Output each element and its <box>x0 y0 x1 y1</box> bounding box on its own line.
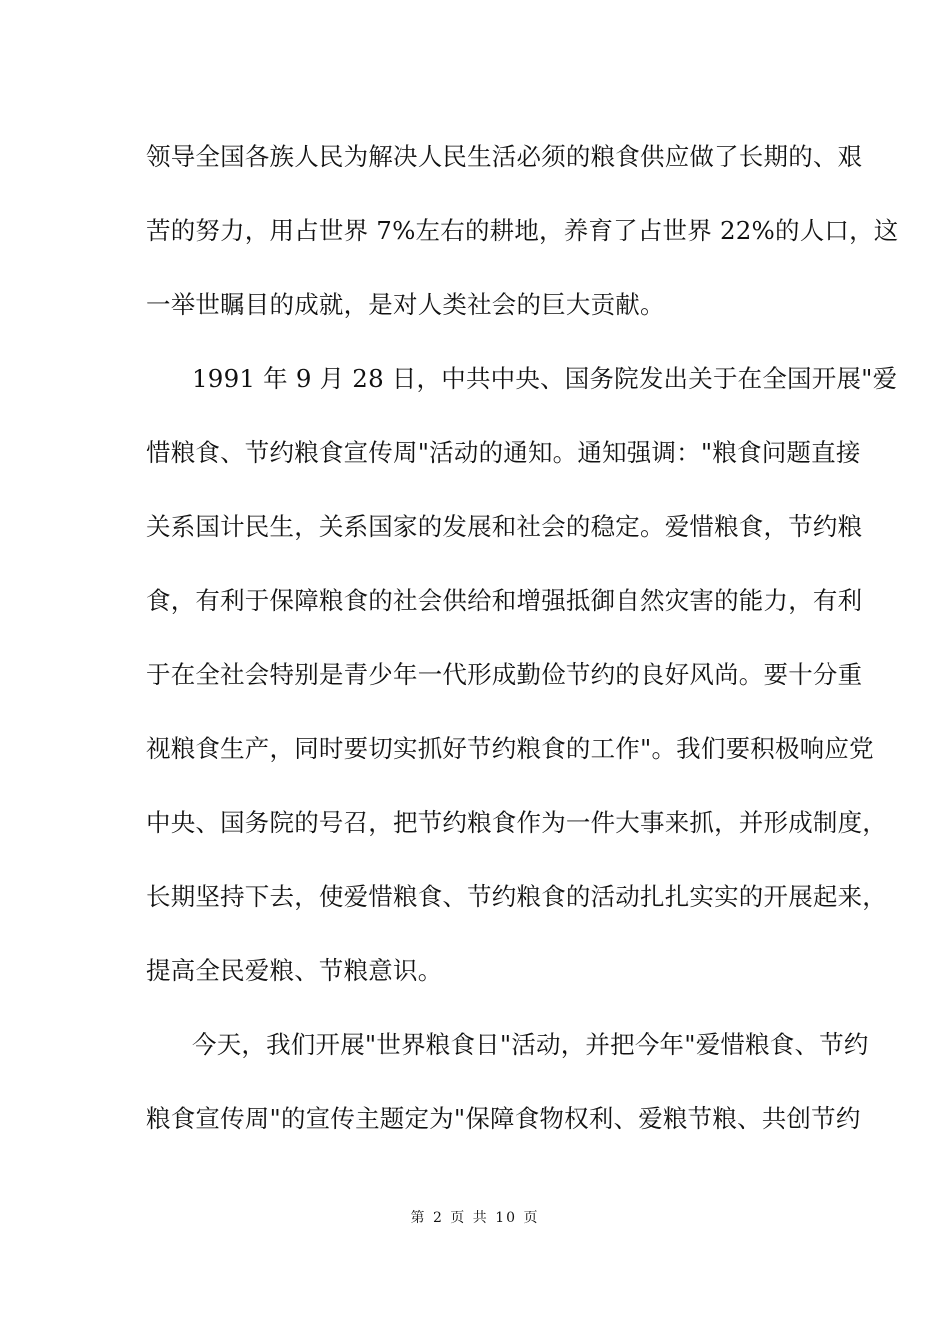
text-line: 今天，我们开展"世界粮食日"活动，并把今年"爱惜粮食、节约 <box>192 1030 869 1059</box>
text-line: 领导全国各族人民为解决人民生活必须的粮食供应做了长期的、艰 <box>146 142 863 171</box>
text-line: 1991 年 9 月 28 日，中共中央、国务院发出关于在全国开展"爱 <box>192 364 898 393</box>
text-line: 长期坚持下去，使爱惜粮食、节约粮食的活动扎扎实实的开展起来， <box>146 882 887 911</box>
text-line: 食，有利于保障粮食的社会供给和增强抵御自然灾害的能力，有利 <box>146 586 863 615</box>
text-line: 惜粮食、节约粮食宣传周"活动的通知。通知强调："粮食问题直接 <box>146 438 861 467</box>
text-line: 于在全社会特别是青少年一代形成勤俭节约的良好风尚。要十分重 <box>146 660 863 689</box>
text-line: 中央、国务院的号召，把节约粮食作为一件大事来抓，并形成制度， <box>146 808 887 837</box>
text-line: 苦的努力，用占世界 7%左右的耕地，养育了占世界 22%的人口，这 <box>146 216 899 245</box>
text-line: 粮食宣传周"的宣传主题定为"保障食物权利、爱粮节粮、共创节约 <box>146 1104 861 1133</box>
text-line: 一举世瞩目的成就，是对人类社会的巨大贡献。 <box>146 290 665 319</box>
page-number-footer: 第 2 页 共 10 页 <box>410 1210 540 1226</box>
text-line: 视粮食生产，同时要切实抓好节约粮食的工作"。我们要积极响应党 <box>146 734 874 763</box>
text-line: 提高全民爱粮、节粮意识。 <box>146 956 443 985</box>
text-line: 关系国计民生，关系国家的发展和社会的稳定。爱惜粮食，节约粮 <box>146 512 863 541</box>
